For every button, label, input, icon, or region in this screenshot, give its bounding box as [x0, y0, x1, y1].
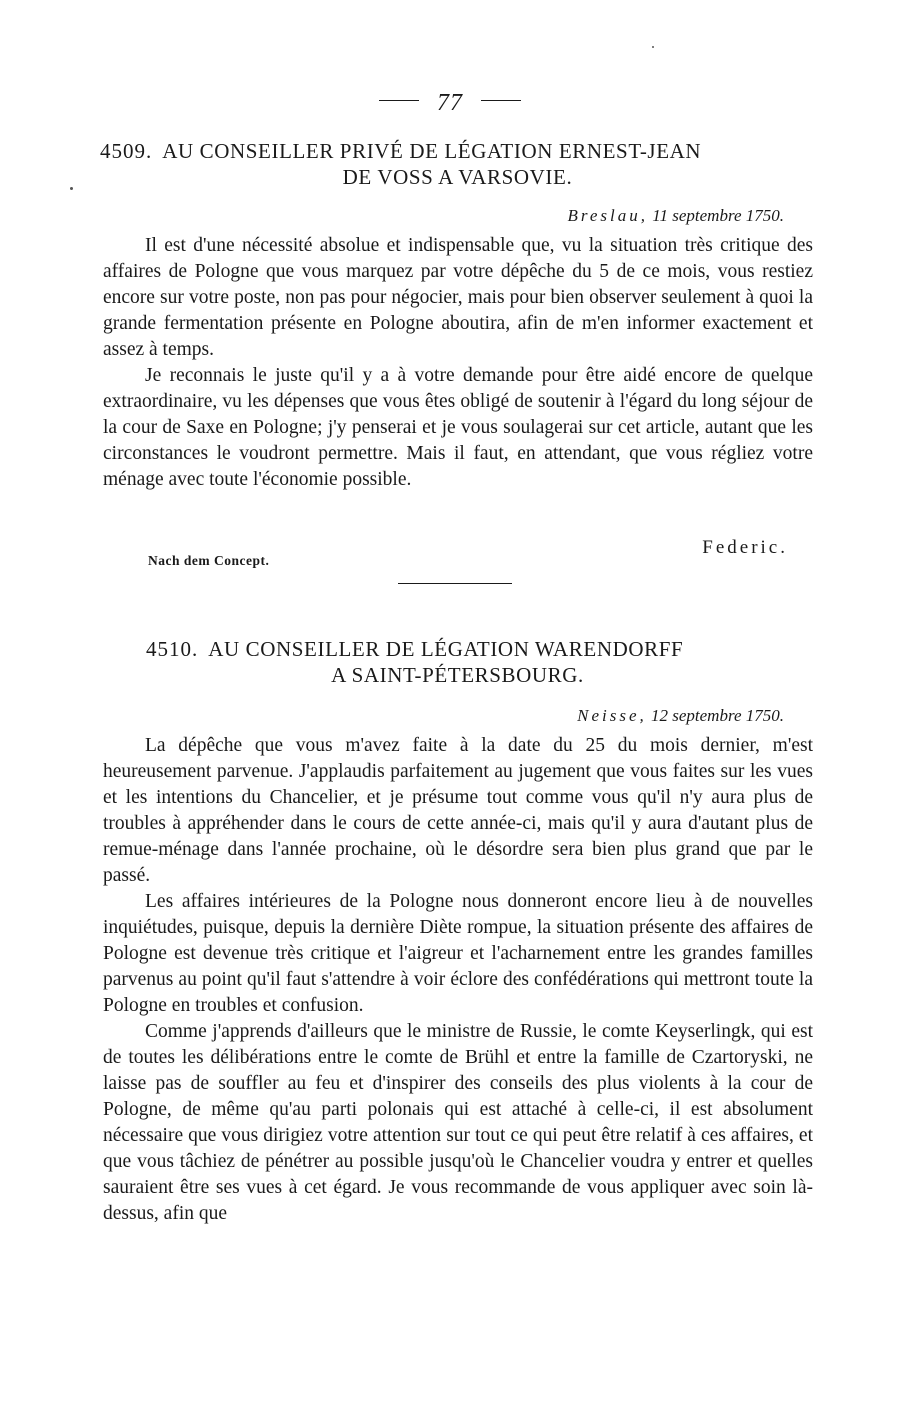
dateline [568, 206, 785, 226]
heading-line: AU CONSEILLER DE LÉGATION WARENDORFF [208, 637, 684, 661]
paragraph: Je reconnais le juste qu'il y a à votre demande pour être aidé encore de quelque extraordinaire, vu les dépenses que vous êtes obligé de soutenir à l'égard du long séjour de la cour de Saxe en Pologne; j'y penserai et je vous soulagerai sur cet article, autant que les circonstances le voudront permettre. Mais il faut, en attendant, que vous régliez votre ménage avec toute l'économie possible. [103, 365, 813, 490]
dateline-place: Neisse, [577, 706, 647, 725]
page-number-value: 77 [437, 90, 463, 116]
paper-speck [70, 187, 73, 190]
paragraph: Il est d'une nécessité absolue et indispensable que, vu la situation très critique des affaires de Pologne que vous marquez par votre dépêche du 5 de ce mois, vous restiez encore sur votre poste, non pas pour négocier, mais pour bien observer seulement à quoi la grande fermentation présente en Pologne aboutira, afin de m'en informer exactement et assez à temps. [103, 235, 813, 360]
letter-body [103, 733, 813, 1227]
dateline [577, 706, 784, 726]
paragraph: Comme j'apprends d'ailleurs que le ministre de Russie, le comte Keyserlingk, qui est de toutes les délibérations entre le comte de Brühl et entre la famille de Czartoryski, ne laisse pas de souffler au feu et d'inspirer des conseils des plus violents à la cour de Pologne, de même qu'au parti polonais qui est attaché à celle-ci, il est absolument nécessaire que vous dirigiez votre attention sur tout ce qui peut être relatif à ces affaires, et que vous tâchiez de pénétrer au possible jusqu'où le Chancelier voudra y entrer et quelles sauraient être ses vues à cet égard. Je vous recommande de vous appliquer avec soin là-dessus, afin que [103, 1021, 813, 1224]
dateline-date: 12 septembre 1750. [651, 706, 784, 725]
folio-dash-right [481, 100, 521, 101]
heading-line: AU CONSEILLER PRIVÉ DE LÉGATION ERNEST-JEAN [162, 139, 702, 163]
dateline-place: Breslau, [567, 206, 649, 225]
letter-number: 4510. [146, 637, 199, 661]
dateline-date: 11 septembre 1750. [652, 206, 784, 225]
paragraph: Les affaires intérieures de la Pologne nous donneront encore lieu à de nouvelles inquiétudes, puisque, depuis la dernière Diète rompue, la situation présente des affaires de Pologne est devenue très critique et l'aigreur et l'acharnement entre les grandes familles parvenus au point qu'il faut s'attendre à voir éclore des confédérations qui mettront toute la Pologne en troubles et confusion. [103, 891, 813, 1016]
folio-dash-left [379, 100, 419, 101]
letter-body [103, 233, 813, 493]
letter-number: 4509. [100, 139, 153, 163]
letter-heading [100, 636, 815, 688]
heading-line: A SAINT-PÉTERSBOURG. [331, 663, 584, 687]
paragraph: La dépêche que vous m'avez faite à la date du 25 du mois dernier, m'est heureusement parvenue. J'applaudis parfaitement au jugement que vous faites sur les vues et les intentions du Chancelier, et je présume tout comme vous qu'il n'y aura plus de troubles à appréhender dans le cours de cette année-ci, mais qu'il y aura d'autant plus de remue-ménage dans l'année prochaine, où le désordre sera bien plus grand que par le passé. [103, 735, 813, 886]
letter-heading [100, 138, 815, 190]
source-note: Nach dem Concept. [148, 553, 270, 568]
signature: Federic. [702, 537, 788, 558]
page-number [0, 90, 900, 117]
paper-speck [652, 46, 654, 48]
heading-line: DE VOSS A VARSOVIE. [342, 165, 573, 189]
section-divider [398, 583, 512, 584]
